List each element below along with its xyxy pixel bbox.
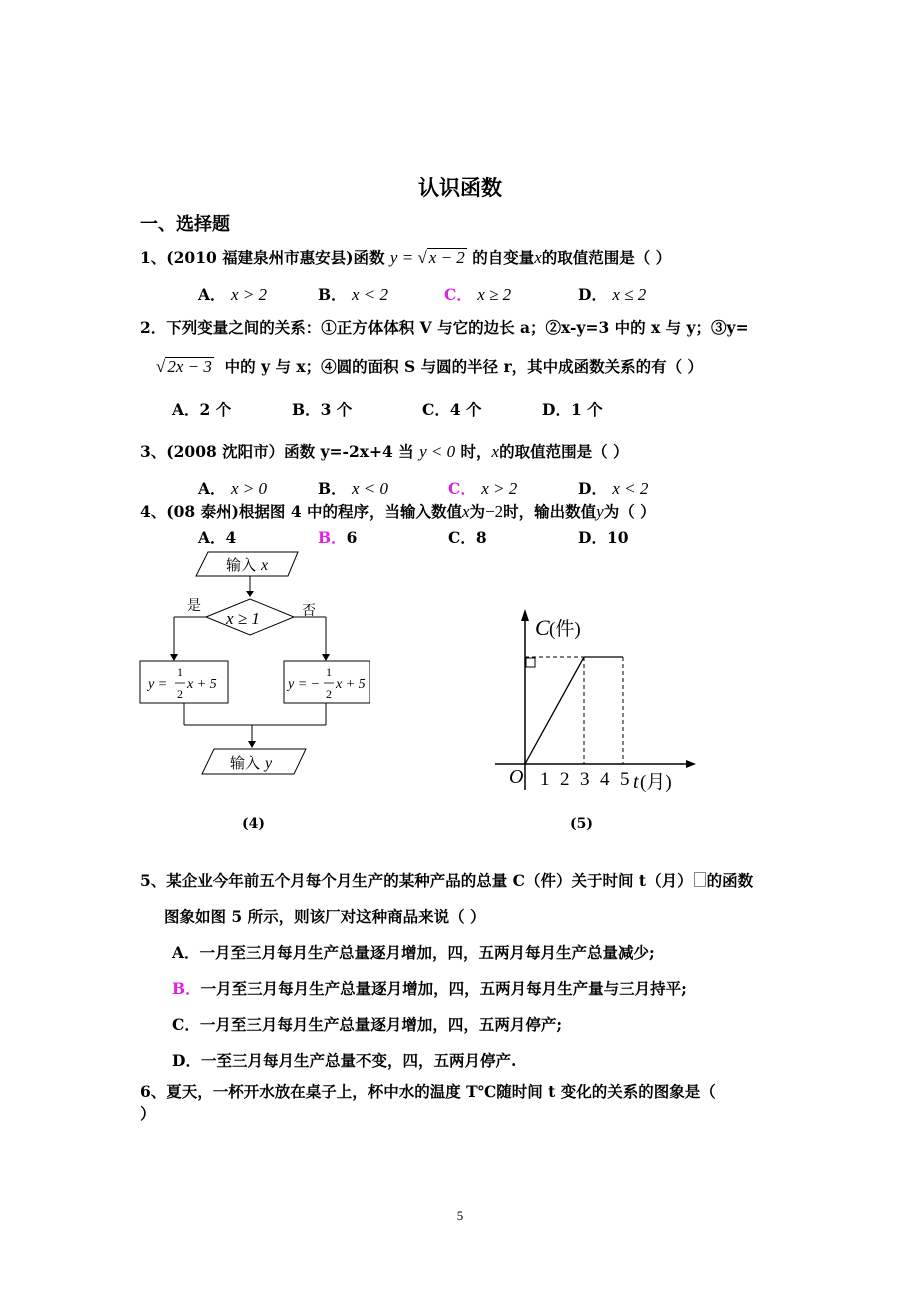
unknown-glyph-box: [694, 872, 706, 887]
graph-figure-5: [490, 605, 700, 800]
q5-option-c[interactable]: C．一月至三月每月生产总量逐月增加，四，五两月停产;: [172, 1015, 563, 1034]
flowchart-right-tail: x + 5: [336, 677, 366, 692]
graph-xlabel-var: t: [633, 771, 639, 793]
q3-option-a[interactable]: A． x > 0: [198, 479, 267, 498]
q5-option-b[interactable]: B．一月至三月每月生产总量逐月增加，四，五两月每月生产量与三月持平;: [172, 979, 687, 998]
question-2-line-2-text: 中的 y 与 x；④圆的面积 S 与圆的半径 r，其中成函数关系的有（ ）: [224, 357, 704, 376]
question-6-line-1: 6、夏天，一杯开水放在桌子上，杯中水的温度 T℃随时间 t 变化的关系的图象是（: [140, 1082, 716, 1101]
graph-corner-marker: [526, 658, 535, 667]
q5-option-a[interactable]: A．一月至三月每月生产总量逐月增加，四，五两月每月生产总量减少;: [172, 943, 655, 962]
question-5-line-2: 图象如图 5 所示，则该厂对这种商品来说（ ）: [164, 907, 486, 926]
q2-option-d[interactable]: D．1 个: [542, 400, 603, 419]
x-tick-label: 5: [620, 769, 630, 790]
flowchart-right-formula: y = −: [288, 677, 321, 692]
flowchart-left-frac-den: 2: [177, 687, 183, 701]
q1-option-d[interactable]: D． x ≤ 2: [578, 285, 647, 304]
x-tick-labels: [540, 769, 630, 790]
q4-option-a[interactable]: A．4: [198, 528, 237, 547]
question-1-radicand: x − 2: [428, 248, 465, 267]
graph-xlabel-unit: (月): [640, 772, 672, 793]
flowchart-condition: x ≥ 1: [226, 609, 260, 628]
flowchart-output-var: y: [265, 755, 273, 772]
q5-option-d[interactable]: D．一至三月每月生产总量不变，四，五两月停产.: [172, 1051, 517, 1070]
flowchart-left-frac-num: 1: [177, 665, 183, 679]
question-1-prefix: 1、(2010 福建泉州市惠安县)函数: [140, 248, 385, 267]
flowchart-yes-label: 是: [187, 599, 201, 614]
question-6-line-2: ）: [140, 1104, 156, 1123]
flowchart-input-label: 输入: [226, 558, 257, 574]
figure-4-caption: (4): [242, 816, 265, 832]
flowchart-figure-4: [130, 545, 370, 785]
x-tick-label: 1: [540, 769, 550, 790]
q4-option-d[interactable]: D．10: [578, 528, 629, 547]
question-1-suffix: 的自变量: [472, 248, 535, 267]
q1-option-b[interactable]: B． x < 2: [318, 285, 389, 304]
question-2-line-1: 2．下列变量之间的关系：①正方体体积 V 与它的边长 a；②x-y=3 中的 x 与 y；③y=: [140, 318, 749, 337]
question-1-suffix2: 的取值范围是（ ）: [541, 248, 672, 267]
question-1-var: x: [534, 248, 542, 267]
graph-rising-segment: [525, 657, 584, 764]
section-heading: 一、选择题: [140, 214, 230, 235]
q3-option-c[interactable]: C． x > 2: [448, 479, 518, 498]
graph-origin: O: [509, 766, 524, 788]
graph-ylabel-unit: (件): [549, 619, 581, 640]
figure-5-caption: (5): [570, 816, 593, 832]
flowchart-input-var: x: [261, 557, 269, 574]
x-tick-label: 3: [580, 769, 590, 790]
q3-option-d[interactable]: D． x < 2: [578, 479, 649, 498]
question-4: 4、(08 泰州)根据图 4 中的程序，当输入数值x为−2时，输出数值y为（ ）: [140, 502, 656, 521]
x-tick-label: 4: [600, 769, 610, 790]
flowchart-right-frac-den: 2: [326, 687, 332, 701]
flowchart-left-formula: y =: [148, 677, 168, 692]
question-2-radicand: 2x − 3: [167, 357, 212, 376]
q3-option-b[interactable]: B． x < 0: [318, 479, 389, 498]
q2-option-c[interactable]: C．4 个: [422, 400, 482, 419]
page-title: 认识函数: [418, 175, 502, 200]
flowchart-no-label: 否: [302, 604, 316, 619]
q2-option-b[interactable]: B．3 个: [292, 400, 353, 419]
q1-option-c[interactable]: C． x ≥ 2: [444, 285, 512, 304]
question-1-formula-lhs: y =: [389, 248, 418, 267]
q1-option-a[interactable]: A． x > 2: [198, 285, 267, 304]
q2-option-a[interactable]: A．2 个: [172, 400, 232, 419]
question-5-line-1: 5、某企业今年前五个月每个月生产的某种产品的总量 C（件）关于时间 t（月） 的函数: [140, 871, 754, 890]
x-tick-label: 2: [560, 769, 570, 790]
flowchart-output-label: 输入: [230, 756, 261, 772]
graph-ylabel-var: C: [535, 615, 550, 640]
question-1: 1、(2010 福建泉州市惠安县)函数 y = √ x − 2 的自变量x的取值范围是（ ）: [140, 248, 672, 267]
q4-option-c[interactable]: C．8: [448, 528, 487, 547]
question-2-line-2: √ 2x − 3 中的 y 与 x；④圆的面积 S 与圆的半径 r，其中成函数关系的有（ ）: [156, 357, 704, 376]
q4-option-b[interactable]: B．6: [318, 528, 358, 547]
flowchart-left-tail: x + 5: [187, 677, 217, 692]
question-3: 3、(2008 沈阳市）函数 y=-2x+4 当 y < 0 时，x的取值范围是（ ）: [140, 442, 629, 461]
flowchart-right-frac-num: 1: [326, 665, 332, 679]
page-number: 5: [456, 1208, 464, 1223]
